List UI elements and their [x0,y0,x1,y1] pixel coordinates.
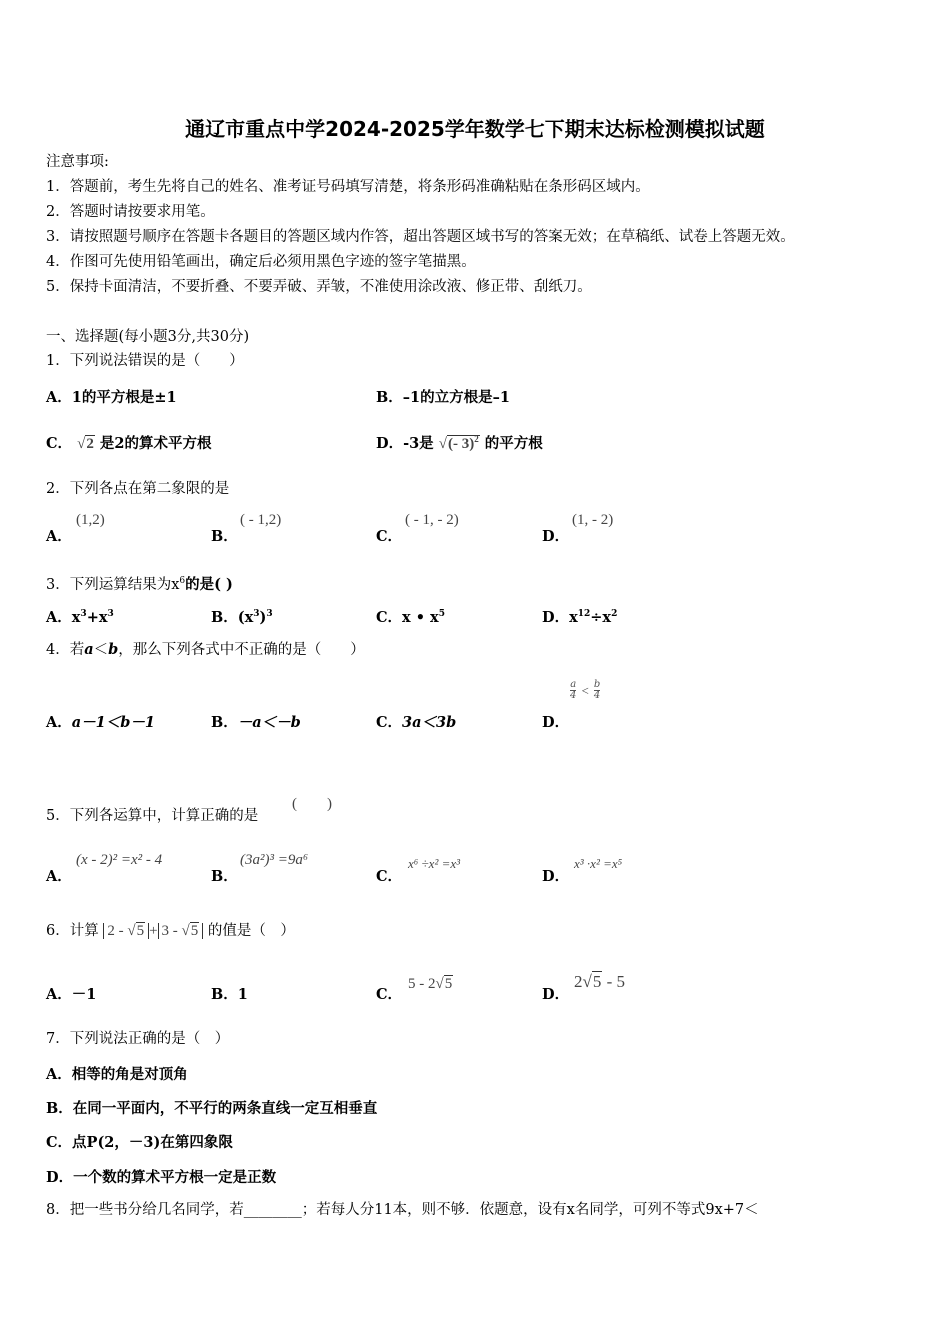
q3-a-term: +x [86,609,108,626]
q1-c-radicand: 2 [86,436,94,452]
q6-c-rad: 5 [444,976,453,992]
q3-b-label: B． [211,609,238,626]
q3-a-exp: 3 [107,609,114,620]
q6-d-rad: 5 [592,972,602,991]
question-8-stem: 8．把一些书分给几名同学，若________；若每人分11本，则不够．依题意，设有x名同学，可列不等式9x+7＜ [46,1202,759,1218]
q4-c-expr: 3a＜3b [402,714,457,731]
q2-option-d-label: D． [542,528,570,545]
q2-option-c-label: C． [376,528,403,545]
q4-stem-post: ，那么下列各式中不正确的是（ ） [118,642,365,658]
q3-option-c [376,606,445,627]
notice-item: 5．保持卡面清洁，不要折叠、不要弄破、弄皱，不准使用涂改液、修正带、刮纸刀。 [46,279,592,295]
q3-option-a [46,606,114,627]
q5-option-a-label: A． [46,868,72,885]
q5-option-c-expr: x⁶ ÷x² =x³ [408,856,461,871]
q4-d-den: 4 [593,690,601,701]
q6-plus: + [149,923,158,939]
q3-d-exp: 2 [611,609,618,620]
notice-item: 3．请按照题号顺序在答题卡各题目的答题区域内作答，超出答题区域书写的答案无效；在草稿纸、试卷上答题无效。 [46,229,795,245]
q3-c-term: x • x [402,609,439,626]
q6-r1: 5 [136,923,145,939]
q4-d-num: b [593,679,601,690]
q7-option-c: C．点P(2，－3)在第四象限 [46,1134,233,1151]
notice-item: 4．作图可先使用铅笔画出，确定后必须用黑色字迹的签字笔描黑。 [46,254,476,270]
q3-stem-post: 的是( ) [185,575,233,593]
q6-d-post: - 5 [602,972,626,991]
q6-d-pre: 2 [574,972,583,991]
q1-d-radicand-text: (- 3) [447,436,475,452]
q1-d-radicand [447,435,480,452]
q3-option-b [211,606,273,627]
q3-d-label: D． [542,609,570,626]
q7-option-a: A．相等的角是对顶角 [46,1066,188,1083]
sqrt-symbol: √ [77,436,86,452]
q3-c-label: C． [376,609,403,626]
sqrt-symbol: √ [438,436,447,452]
q6-option-d-label: D． [542,986,570,1003]
q6-option-c-expr: 5 - 2√5 [408,976,453,992]
q2-option-d-value: (1, - 2) [572,512,614,528]
q5-option-c-label: C． [376,868,403,885]
q4-var-b: b [108,641,119,658]
q4-option-d-expr [570,680,600,701]
q3-d-term: ÷x [590,609,612,626]
q3-b-term: ) [259,609,267,626]
q6-stem-pre: 6．计算 [46,923,99,939]
abs-value-1: 2 - √5 [103,923,149,939]
question-6-stem [46,921,295,941]
q6-option-a: A．－1 [46,986,97,1003]
fraction [570,680,576,701]
q1-c-label: C． [46,435,73,452]
q4-option-c [376,711,456,732]
q4-c-label: C． [376,714,403,731]
q3-b-exp: 3 [253,609,260,620]
q4-var-a: a [84,641,94,658]
notice-heading: 注意事项: [46,154,109,170]
q1-option-a: A．1的平方根是±1 [46,389,177,406]
question-2-stem: 2．下列各点在第二象限的是 [46,481,230,497]
q4-d-lt: < [581,683,589,698]
q2-option-b-value: ( - 1,2) [240,512,282,528]
q3-a-label: A． [46,609,72,626]
question-7-stem: 7．下列说法正确的是（ ） [46,1031,230,1047]
q4-a-expr: a－1＜b－1 [71,714,155,731]
q2-option-a-label: A． [46,528,72,545]
q5-option-b-label: B． [211,868,238,885]
q1-c-text: 是2的算术平方根 [99,435,212,452]
section-heading: 一、选择题(每小题3分,共30分) [46,329,250,345]
q5-option-a-expr: (x - 2)² =x² - 4 [76,852,163,868]
q3-d-exp: 12 [577,609,591,620]
q1-option-c [46,432,212,453]
q4-b-expr: －a＜－b [237,714,301,731]
q4-stem-pre: 4．若 [46,642,85,658]
question-4-stem [46,640,365,660]
q7-option-d: D．一个数的算术平方根一定是正数 [46,1169,277,1186]
q1-option-b: B．–1的立方根是–1 [376,389,510,406]
q4-option-a [46,711,155,732]
question-3-stem [46,571,233,595]
q3-c-exp: 5 [438,609,445,620]
q3-stem-pre: 3．下列运算结果为x [46,576,180,593]
q5-option-d-label: D． [542,868,570,885]
q7-option-b: B．在同一平面内，不平行的两条直线一定互相垂直 [46,1100,378,1117]
question-5-stem: 5．下列各运算中，计算正确的是 [46,808,259,824]
q4-option-d-label: D． [542,714,570,731]
q2-option-b-label: B． [211,528,238,545]
q6-r2: 5 [190,923,199,939]
q6-option-d-expr: 2√5 - 5 [574,972,626,991]
notice-item: 2．答题时请按要求用笔。 [46,204,215,220]
notice-item: 1．答题前，考生先将自己的姓名、准考证号码填写清楚，将条形码准确粘贴在条形码区域内。 [46,179,650,195]
q4-b-label: B． [211,714,238,731]
question-1-stem: 1．下列说法错误的是（ ） [46,353,244,369]
fraction [594,680,600,701]
q6-option-b: B．1 [211,986,248,1003]
q3-d-term: x [569,609,578,626]
q5-option-b-expr: (3a²)³ =9a⁶ [240,852,309,868]
q4-d-num: a [570,679,577,690]
q3-b-exp: 3 [266,609,273,620]
q6-e1: 2 - [107,923,128,939]
page-title: 通辽市重点中学2024-2025学年数学七下期末达标检测模拟试题 [185,117,765,141]
q6-e2: 3 - [161,923,182,939]
q3-option-d [542,606,617,627]
q3-b-term: (x [237,609,254,626]
q3-stem-exponent: 6 [179,576,186,586]
q2-option-a-value: (1,2) [76,512,105,528]
q4-option-b [211,711,301,732]
q1-d-label: D．-3是 [376,435,434,452]
q5-option-d-expr: x³ ·x² =x⁵ [574,856,623,871]
q4-d-den: 4 [570,690,577,701]
abs-value-2: 3 - √5 [158,923,204,939]
q6-c-pre: 5 - 2 [408,976,436,992]
q3-a-exp: 3 [80,609,87,620]
q6-stem-post: 的值是（ ） [207,923,295,939]
q1-option-d [376,432,543,453]
q5-paren: ( ) [292,796,332,812]
q2-option-c-value: ( - 1, - 2) [405,512,459,528]
q1-d-text: 的平方根 [484,435,543,452]
q4-lt: ＜ [93,642,109,658]
q1-d-exponent: 2 [474,434,479,444]
q3-a-term: x [71,609,81,626]
q6-option-c-label: C． [376,986,403,1003]
q4-a-label: A． [46,714,72,731]
